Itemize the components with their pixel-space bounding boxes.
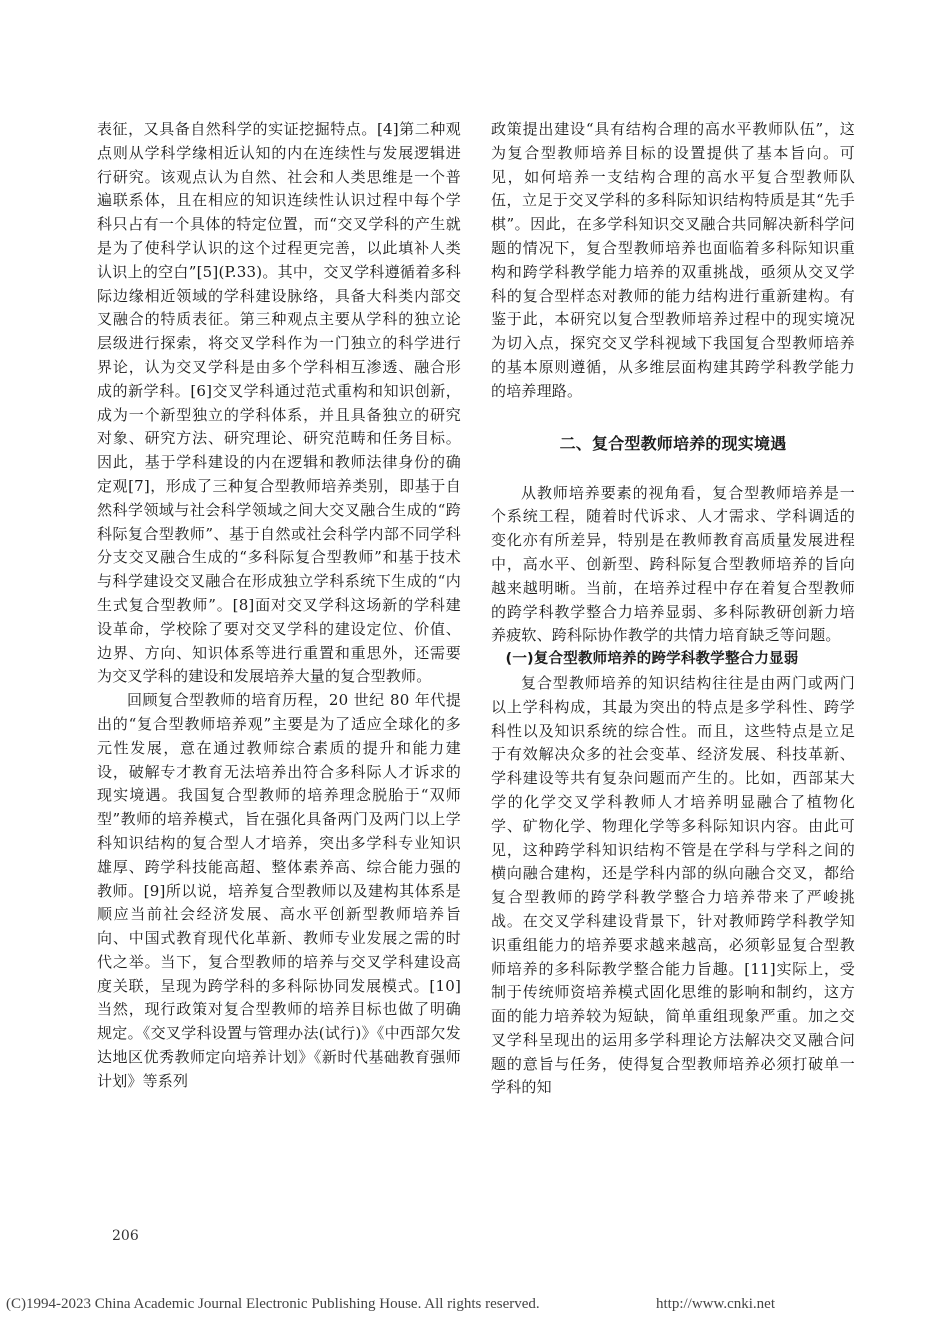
footer-url[interactable]: http://www.cnki.net <box>656 1296 776 1312</box>
body-paragraph: 政策提出建设“具有结构合理的高水平教师队伍”，这为复合型教师培养目标的设置提供了基本旨向。可见，如何培养一支结构合理的高水平复合型教师队伍，立足于交叉学科的多科际知识结构特质是其“先手棋”。因此，在多学科知识交叉融合共同解决新科学问题的情况下，复合型教师培养也面临着多科际知识重构和跨学科教学能力培养的双重挑战，亟须从交叉学科的复合型样态对教师的能力结构进行重新建构。有鉴于此，本研究以复合型教师培养过程中的现实境况为切入点，探究交叉学科视域下我国复合型教师培养的基本原则遵循，从多维层面构建其跨学科教学能力的培养理路。 <box>491 120 855 400</box>
body-paragraph: 表征，又具备自然科学的实证挖掘特点。[4]第二种观点则从学科学缘相近认知的内在连续性与发展逻辑进行研究。该观点认为自然、社会和人类思维是一个普遍联系体，且在相应的知识连续性认识过程中每个学科只占有一个具体的特定位置，而“交叉学科的产生就是为了使科学认识的这个过程更完善，以此填补人类认识上的空白”[5](P.33)。其中，交叉学科遵循着多科际边缘相近领域的学科建设脉络，具备大科类内部交叉融合的特质表征。第三种观点主要从学科的独立论层级进行探索，将交叉学科作为一门独立的科学进行界论，认为交叉学科是由多个学科相互渗透、融合形成的新学科。[6]交叉学科通过范式重构和知识创新，成为一个新型独立的学科体系，并且具备独立的研究对象、研究方法、研究理论、研究范畴和任务目标。因此，基于学科建设的内在逻辑和教师法律身份的确定观[7]，形成了三种复合型教师培养类别，即基于自然科学领域与社会科学领域之间大交叉融合生成的“跨科际复合型教师”、基于自然或社会科学内部不同学科分支交叉融合生成的“多科际复合型教师”和基于技术与科学建设交叉融合在形成独立学科系统下生成的“内生式复合型教师”。[8]面对交叉学科这场新的学科建设革命，学校除了要对交叉学科的建设定位、价值、边界、方向、知识体系等进行重置和重思外，还需要为交叉学科的建设和发展培养大量的复合型教师。 <box>97 120 461 686</box>
body-paragraph: 从教师培养要素的视角看，复合型教师培养是一个系统工程，随着时代诉求、人才需求、学科调适的变化亦有所差异，特别是在教师教育高质量发展进程中，高水平、创新型、跨科际复合型教师培养的旨向越来越明晰。当前，在培养过程中存在着复合型教师的跨学科教学整合力培养显弱、多科际教研创新力培养疲软、跨科际协作教学的共情力培育缺乏等问题。 <box>491 483 855 645</box>
page-number: 206 <box>112 1228 139 1244</box>
body-paragraph: 回顾复合型教师的培育历程，20 世纪 80 年代提出的“复合型教师培养观”主要是为了适应全球化的多元性发展，意在通过教师综合素质的提升和能力建设，破解专才教育无法培养出符合多科际人才诉求的现实境遇。我国复合型教师的培养理念脱胎于“双师型”教师的培养模式，旨在强化具备两门及两门以上学科知识结构的复合型人才培养，突出多学科专业知识雄厚、跨学科技能高超、整体素养高、综合能力强的教师。[9]所以说，培养复合型教师以及建构其体系是顺应当前社会经济发展、高水平创新型教师培养旨向、中国式教育现代化革新、教师专业发展之需的时代之举。当下，复合型教师的培养与交叉学科建设高度关联，呈现为跨学科的多科际协同发展模式。[10]当然，现行政策对复合型教师的培养目标也做了明确规定。《交叉学科设置与管理办法(试行)》《中西部欠发达地区优秀教师定向培养计划》《新时代基础教育强师计划》等系列 <box>97 691 461 1090</box>
left-column <box>97 118 461 1094</box>
body-paragraph: 复合型教师培养的知识结构往往是由两门或两门以上学科构成，其最为突出的特点是多学科性、跨学科性以及知识系统的综合性。而且，这些特点是立足于有效解决众多的社会变革、经济发展、科技革新、学科建设等共有复杂问题而产生的。比如，西部某大学的化学交叉学科教师人才培养明显融合了植物化学、矿物化学、物理化学等多科际知识内容。由此可见，这种跨学科知识结构不管是在学科与学科之间的横向融合建构，还是学科内部的纵向融合交叉，都给复合型教师的跨学科教学整合力培养带来了严峻挑战。在交叉学科建设背景下，针对教师跨学科教学知识重组能力的培养要求越来越高，必须彰显复合型教师培养的多科际教学整合能力旨趣。[11]实际上，受制于传统师资培养模式固化思维的影响和制约，这方面的能力培养较为短缺，简单重组现象严重。加之交叉学科呈现出的运用多学科理论方法解决交叉融合问题的意旨与任务，使得复合型教师培养必须打破单一学科的知 <box>491 673 855 1097</box>
section-heading: 二、复合型教师培养的现实境遇 <box>559 433 787 453</box>
footer-copyright: (C)1994-2023 China Academic Journal Electronic Publishing House. All rights reserved. <box>6 1296 540 1312</box>
right-column <box>491 118 855 1100</box>
sub-heading: (一)复合型教师培养的跨学科教学整合力显弱 <box>505 651 799 668</box>
